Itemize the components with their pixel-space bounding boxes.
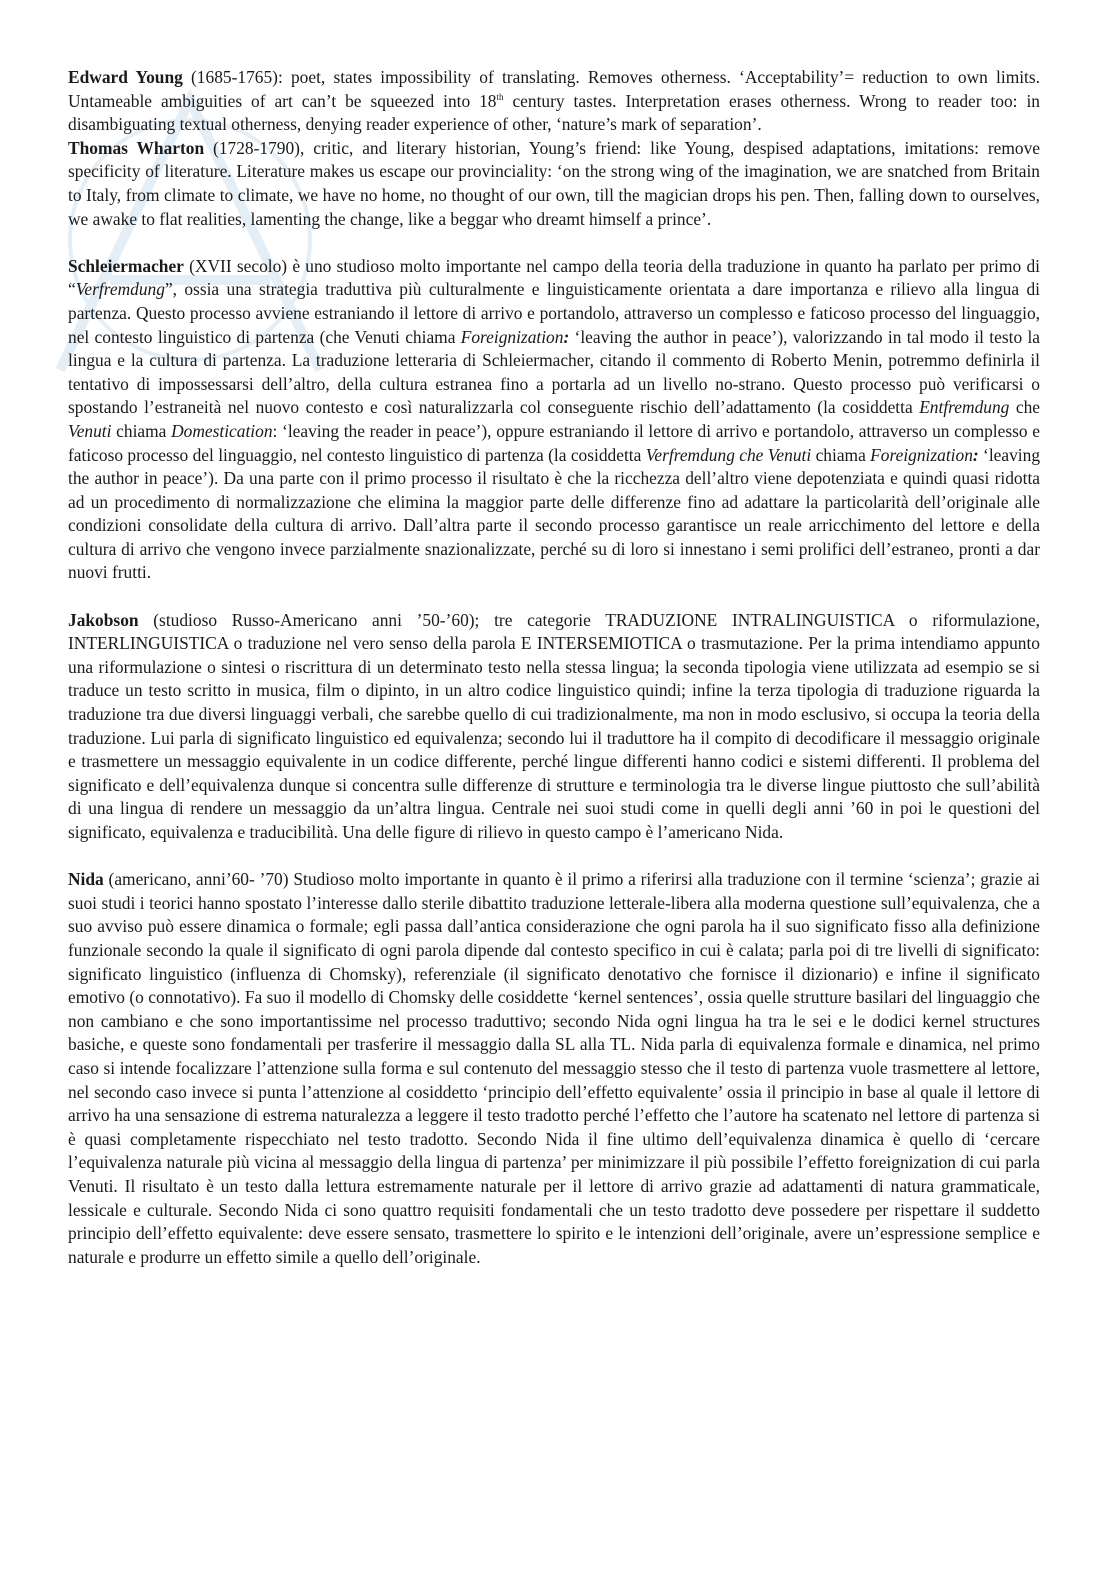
author-name-wharton: Thomas Wharton — [68, 137, 205, 158]
paragraph-nida: Nida (americano, anni’60- ’70) Studioso molto importante in quanto è il primo a riferirsi alla traduzione con il termine ‘scienza’; grazie ai suoi studi i teorici hanno spostato l’interesse dallo sterile dibattito traduzione letterale-libera alla moderna questione sull’equivalenza, che a suo avviso può essere dinamica o formale; egli passa dall’antica considerazione che ogni parola ha il suo significato fisso alla definizione funzionale secondo la quale il significato di ogni parola dipende dal contesto specifico in cui è calata; parla poi di tre livelli di significato: significato linguistico (influenza di Chomsky), referenziale (il significato denotativo che fornisce il dizionario) e infine il significato emotivo (o connotativo). Fa suo il modello di Chomsky delle cosiddette ‘kernel sentences’, ossia quelle strutture basilari del linguaggio che non cambiano e che sono importantissime nel processo traduttivo; secondo Nida ogni lingua ha tra le sei e le dodici kernel structures basiche, e queste sono fondamentali per trasferire il messaggio dalla SL alla TL. Nida parla di equivalenza formale e dinamica, nel primo caso si intende focalizzare l’attenzione sulla forma e sul contenuto del messaggio stesso che il testo di partenza vuole trasmettere al lettore, nel secondo caso invece si punta l’attenzione al cosiddetto ‘principio dell’effetto equivalente’ ossia il principio in base al quale il lettore di arrivo ha una sensazione di estrema naturalezza a leggere il testo tradotto perché l’effetto che l’autore ha scatenato nel lettore di partenza si è quasi completamente rispecchiato nel testo tradotto. Secondo Nida il fine ultimo dell’equivalenza dinamica è quello di ‘cercare l’equivalenza naturale più vicina al messaggio della lingua di partenza’ per minimizzare il più possibile l’effetto foreignization di cui parla Venuti. Il risultato è un testo dalla lettura estremamente naturale per il lettore di arrivo grazie ad adattamenti di natura grammaticale, lessicale e culturale. Secondo Nida ci sono quattro requisiti fondamentali che un testo tradotto deve possedere per rispettare il suddetto principio dell’effetto equivalente: deve essere sensato, trasmettere lo spirito e le intenzioni dell’originale, avere un’espressione semplice e naturale e produrre un effetto simile a quello dell’originale. — [68, 869, 1040, 1267]
author-name-schleiermacher: Schleiermacher — [68, 255, 184, 276]
author-name-jakobson: Jakobson — [68, 609, 139, 630]
author-name-nida: Nida — [68, 869, 104, 890]
paragraph-jakobson: Jakobson (studioso Russo-Americano anni ’50-’60); tre categorie TRADUZIONE INTRALINGUISTICA o riformulazione, INTERLINGUISTICA o traduzione nel vero senso della parola E INTERSEMIOTICA o trasmutazione. Per la prima intendiamo appunto una riformulazione o sintesi o riscrittura di un determinato testo nella stessa lingua; la seconda tipologia viene utilizzata ad esempio se si traduce un testo scritto in musica, film o dipinto, in un altro codice linguistico quindi; infine la terza tipologia di traduzione riguarda la traduzione tra due diversi linguaggi verbali, che sarebbe quello di cui tradizionalmente, ma non in modo esclusivo, si occupa la teoria della traduzione. Lui parla di significato linguistico ed equivalenza; secondo lui il traduttore ha il compito di decodificare il messaggio originale e trasmettere un messaggio equivalente in un codice differente, perché lingue differenti hanno codici e sistemi differenti. Il problema del significato e dell’equivalenza dunque si concentra sulle differenze di strutture e terminologia tra le diverse lingue piuttosto che sull’abilità di una lingua di rendere un messaggio da un’altra lingua. Centrale nei suoi studi come in quelli degli anni ’60 in poi le questioni del significato, equivalenza e traducibilità. Una delle figure di rilievo in questo campo è l’americano Nida. — [68, 609, 1040, 842]
paragraph-young: Edward Young (1685-1765): poet, states impossibility of translating. Removes otherness. ‘Acceptability’= reduction to own limits. Untameable ambiguities of art can’t be squeezed into 18th century tastes. Interpretation erases otherness. Wrong to reader too: in disambiguating textual otherness, denying reader experience of other, ‘nature’s mark of separation’. — [68, 67, 1040, 135]
paragraph-schleiermacher: Schleiermacher (XVII secolo) è uno studioso molto importante nel campo della teoria della traduzione in quanto ha parlato per primo di “Verfremdung”, ossia una strategia traduttiva più culturalmente e linguisticamente orientata a dare importanza e rilievo alla lingua di partenza. Questo processo avviene estraniando il lettore di arrivo e portandolo, attraverso un complesso e faticoso processo del linguaggio, nel contesto linguistico di partenza (che Venuti chiama Foreignization: ‘leaving the author in peace’), valorizzando in tal modo il testo la lingua e la cultura di partenza. La traduzione letteraria di Schleiermacher, citando il commento di Roberto Menin, potremmo definirla il tentativo di impossessarsi dell’altro, della cultura estranea fino a portarla ad un livello no-strano. Questo processo può verificarsi o spostando l’estraneità nel nuovo contesto e così naturalizzarla col conseguente rischio dell’adattamento (la cosiddetta Entfremdung che Venuti chiama Domestication: ‘leaving the reader in peace’), oppure estraniando il lettore di arrivo e portandolo, attraverso un complesso e faticoso processo del linguaggio, nel contesto linguistico di partenza (la cosiddetta Verfremdung che Venuti chiama Foreignization: ‘leaving the author in peace’). Da una parte con il primo processo il risultato è che la ricchezza dell’altro viene depotenziata e quindi quasi ridotta ad un procedimento di normalizzazione che elimina la maggior parte delle differenze fino ad adattare la particolarità dell’originale alle condizioni consolidate della cultura di arrivo. Dall’altra parte il secondo processo garantisce un reale arricchimento del lettore e della cultura di arrivo che vengono invece parzialmente snazionalizzate, perché su di loro si innestano i semi prolifici dell’estraneo, pronti a dar nuovi frutti. — [68, 255, 1041, 583]
paragraph-wharton: Thomas Wharton (1728-1790), critic, and literary historian, Young’s friend: like Young, despised adaptations, imitations: remove specificity of literature. Literature makes us escape our provinciality: ‘on the strong wing of the imagination, we are snatched from Britain to Italy, from climate to climate, we have no home, no thought of our own, till the magician drops his pen. Then, falling down to ourselves, we awake to flat realities, lamenting the change, like a beggar who dreamt himself a prince’. — [68, 137, 1040, 229]
document-page — [68, 66, 1040, 1269]
author-name-young: Edward Young — [68, 67, 183, 87]
